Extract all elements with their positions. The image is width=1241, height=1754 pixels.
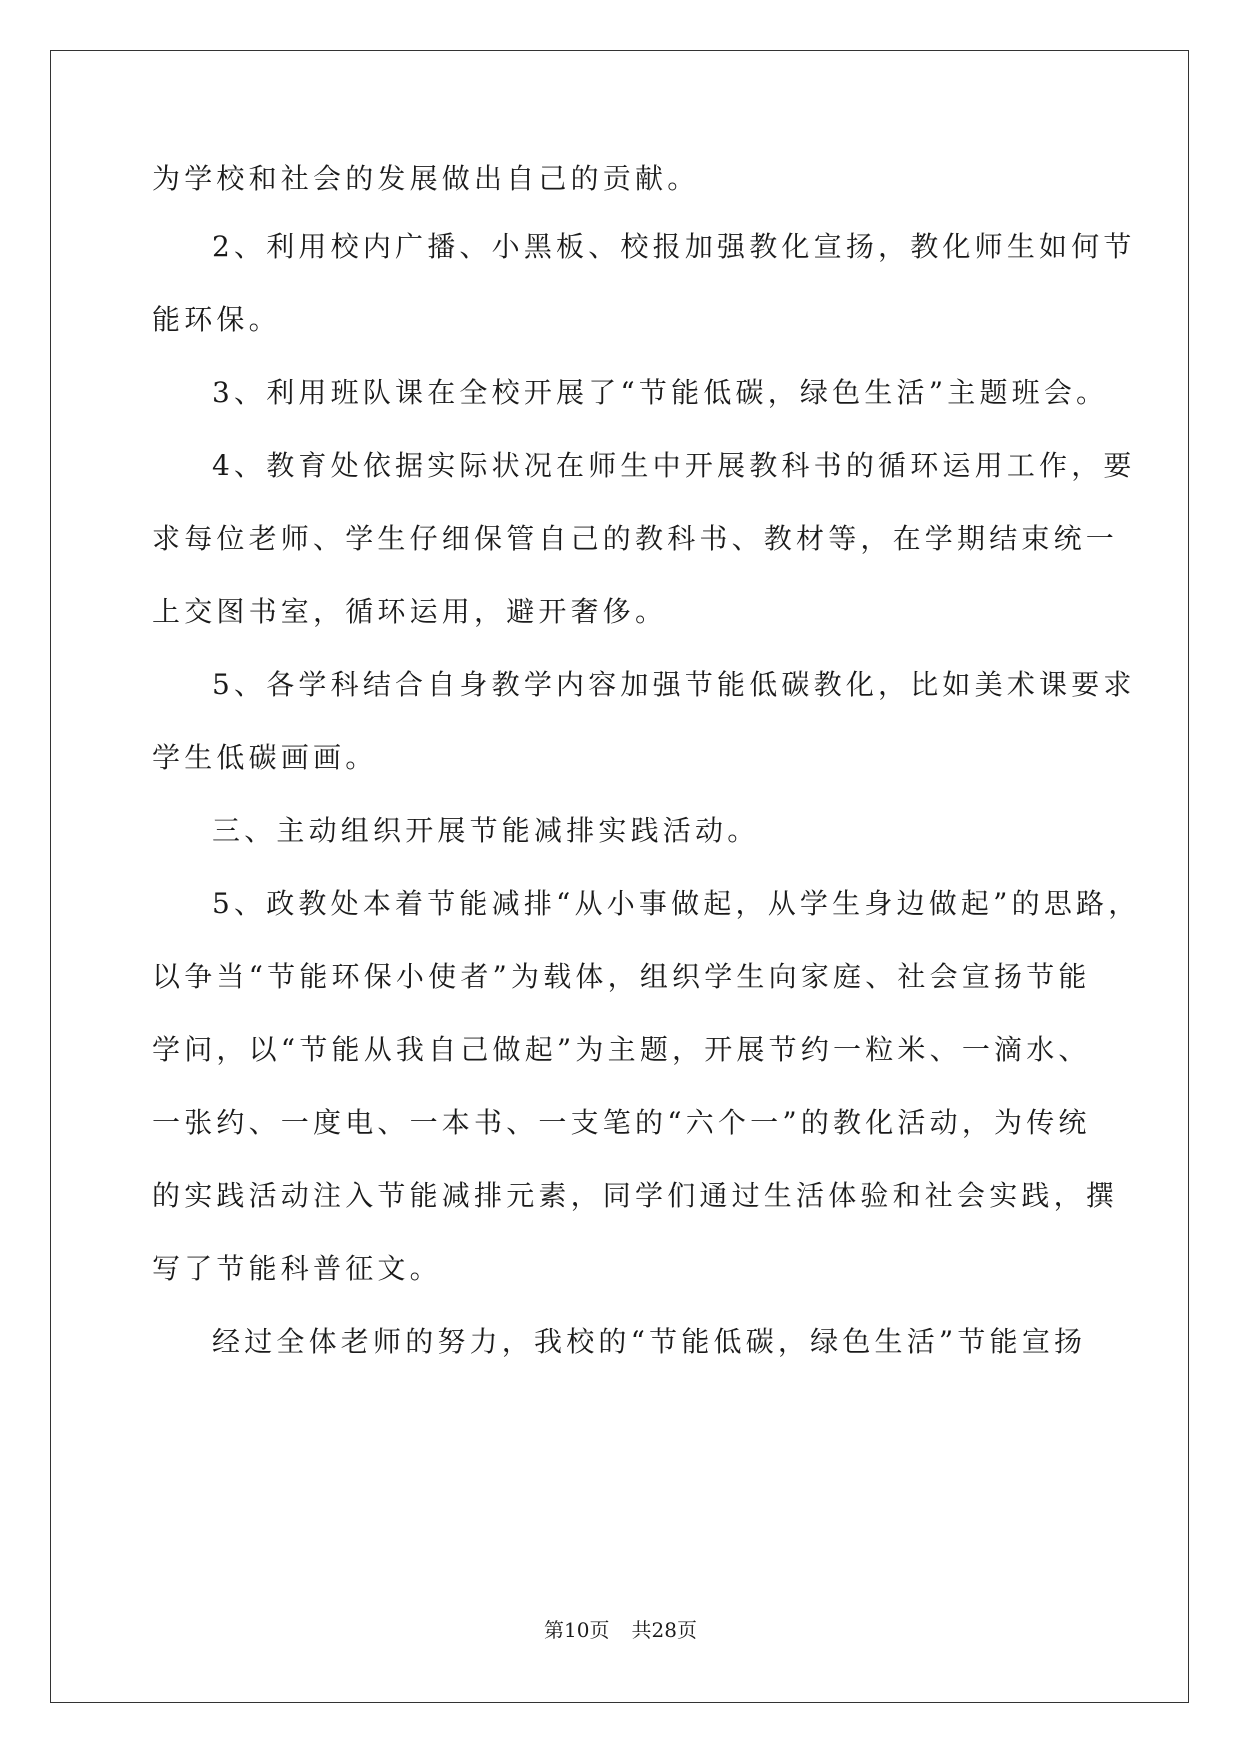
- text-line: 学问，以“节能从我自己做起”为主题，开展节约一粒米、一滴水、: [152, 1033, 1091, 1066]
- text-line: 上交图书室，循环运用，避开奢侈。: [152, 595, 668, 628]
- text-line: 学生低碳画画。: [152, 741, 378, 774]
- text-line: 2、利用校内广播、小黑板、校报加强教化宣扬，教化师生如何节: [212, 230, 1136, 263]
- text-line: 3、利用班队课在全校开展了“节能低碳，绿色生活”主题班会。: [212, 376, 1109, 409]
- total-suffix: 页: [676, 1618, 697, 1642]
- total-prefix: 共: [631, 1618, 652, 1642]
- text-line: 求每位老师、学生仔细保管自己的教科书、教材等，在学期结束统一: [152, 522, 1119, 555]
- total-pages: 28: [651, 1618, 677, 1642]
- text-line: 4、教育处依据实际状况在师生中开展教科书的循环运用工作，要: [212, 449, 1136, 482]
- text-line: 一张约、一度电、一本书、一支笔的“六个一”的教化活动，为传统: [152, 1106, 1091, 1139]
- page-prefix: 第: [544, 1618, 565, 1642]
- page-border: [50, 50, 1189, 1703]
- page-footer: [0, 1614, 1241, 1643]
- section-heading: 三、主动组织开展节能减排实践活动。: [212, 814, 760, 847]
- text-line: 5、各学科结合自身教学内容加强节能低碳教化，比如美术课要求: [212, 668, 1136, 701]
- text-line: 能环保。: [152, 303, 281, 336]
- page-suffix: 页: [589, 1618, 610, 1642]
- text-line: 经过全体老师的努力，我校的“节能低碳，绿色生活”节能宣扬: [212, 1325, 1087, 1358]
- text-line: 5、政教处本着节能减排“从小事做起，从学生身边做起”的思路，: [212, 887, 1141, 920]
- text-line: 写了节能科普征文。: [152, 1252, 442, 1285]
- page-number: 10: [564, 1618, 590, 1642]
- text-line: 的实践活动注入节能减排元素，同学们通过生活体验和社会实践，撰: [152, 1179, 1119, 1212]
- text-line: 以争当“节能环保小使者”为载体，组织学生向家庭、社会宣扬节能: [152, 960, 1091, 993]
- text-line: 为学校和社会的发展做出自己的贡献。: [152, 162, 700, 195]
